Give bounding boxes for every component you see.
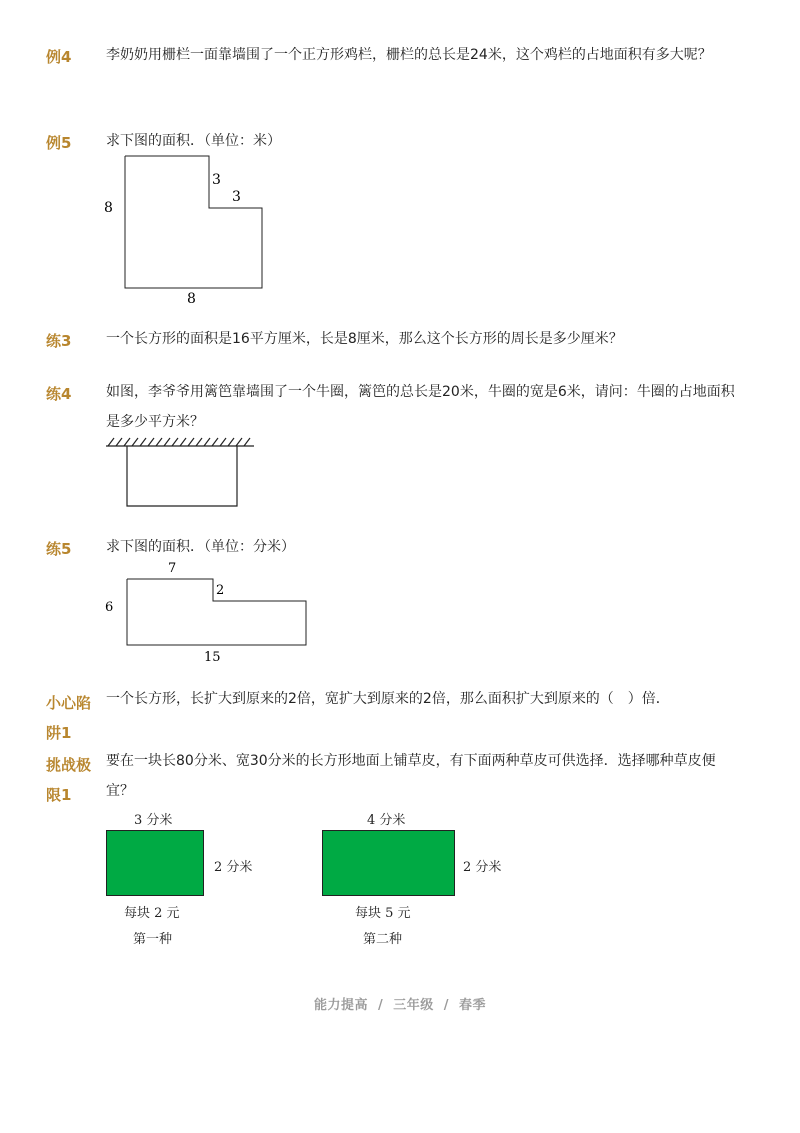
footer-part3: 春季 [459,998,487,1013]
dim-bottom: 8 [187,291,196,307]
problem-text-pr4: 如图，李爷爷用篱笆靠墙围了一个牛圈，篱笆的总长是20米，牛圈的宽是6米，请问：牛圈的占地面积是多少平方米？ [106,384,735,430]
grass1-rect [106,830,204,896]
dim-step: 2 [216,583,225,598]
footer-part2: 三年级 [393,998,434,1013]
figure-pr5-shape [100,556,312,668]
wall-hatching [106,438,254,446]
grass1-side-dim: 2 分米 [214,860,253,875]
dim-notch-vertical: 3 [212,172,221,188]
grass1-name: 第一种 [133,932,173,947]
figure-pr4-pen [104,436,260,512]
lshape-outline [125,156,262,288]
problem-text-ex5: 求下图的面积．（单位：米） [106,133,281,149]
problem-label-ex4: 例4 [46,48,72,66]
dim-bottom: 15 [204,650,221,665]
footer-part1: 能力提高 [313,998,368,1013]
problem-label-pr3: 练3 [46,332,72,350]
dim-left: 6 [105,600,114,615]
footer-sep1: / [377,998,384,1013]
problem-label-challenge1: 挑战极限1 [46,756,92,804]
problem-text-challenge1: 要在一块长80分米、宽30分米的长方形地面上铺草皮，有下面两种草皮可供选择．选择哪种草皮便宜？ [106,753,716,799]
problem-label-ex5: 例5 [46,134,72,152]
grass2-name: 第二种 [363,932,403,947]
grass2-rect [322,830,455,896]
dim-left: 8 [104,200,113,216]
grass1-top-dim: 3 分米 [134,813,173,828]
problem-text-ex4: 李奶奶用栅栏一面靠墙围了一个正方形鸡栏，栅栏的总长是24米，这个鸡栏的占地面积有多大呢？ [106,47,712,63]
figure-ex5-lshape [98,150,278,310]
footer-sep2: / [443,998,449,1013]
dim-top: 7 [168,561,177,576]
grass2-price: 每块 5 元 [355,906,411,921]
page-footer [0,994,800,1013]
grass1-price: 每块 2 元 [124,906,180,921]
dim-notch-horizontal: 3 [232,189,241,205]
grass2-side-dim: 2 分米 [463,860,502,875]
problem-text-pr3: 一个长方形的面积是16平方厘米，长是8厘米，那么这个长方形的周长是多少厘米？ [106,331,623,347]
grass2-top-dim: 4 分米 [367,813,406,828]
problem-text-pr5: 求下图的面积．（单位：分米） [106,539,295,555]
problem-label-pr5: 练5 [46,540,72,558]
pen-fence [127,446,237,506]
problem-label-trap1: 小心陷阱1 [46,694,92,742]
problem-label-pr4: 练4 [46,385,72,403]
problem-text-trap1: 一个长方形，长扩大到原来的2倍，宽扩大到原来的2倍，那么面积扩大到原来的（ ）倍． [106,691,670,707]
